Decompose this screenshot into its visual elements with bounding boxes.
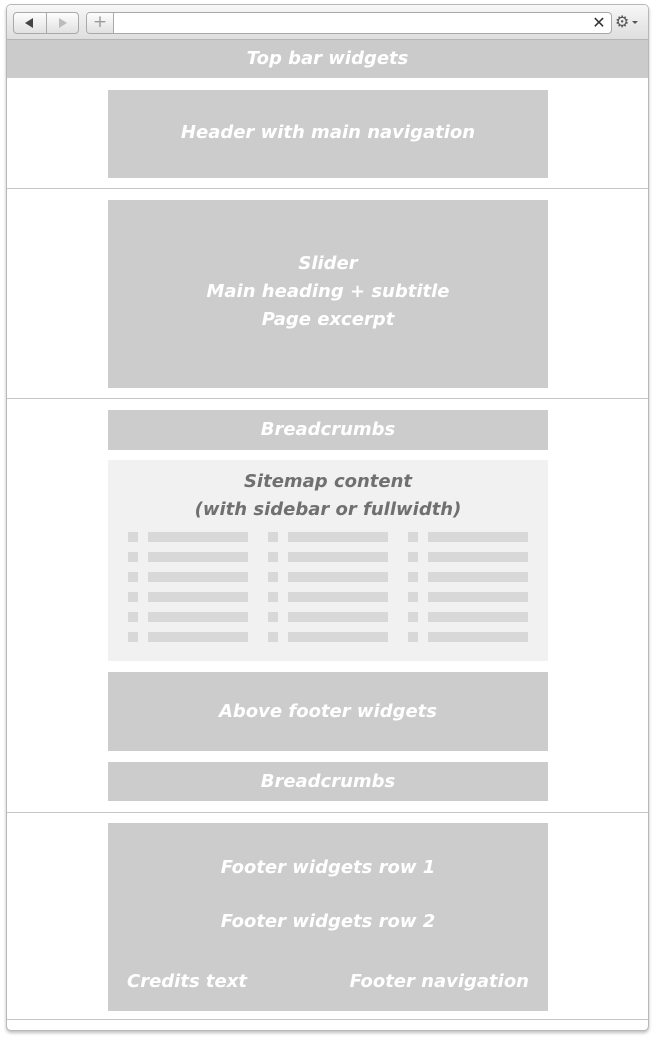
credits-text: Credits text <box>127 971 247 992</box>
sitemap-title-line: Sitemap content <box>243 471 413 492</box>
placeholder-line <box>428 592 528 602</box>
browser-window <box>6 4 649 1031</box>
main-heading-label: Main heading + subtitle <box>206 281 450 302</box>
bullet-icon <box>128 592 138 602</box>
breadcrumbs-bottom-label: Breadcrumbs <box>260 771 396 792</box>
list-item <box>408 532 528 552</box>
section-divider <box>7 398 648 399</box>
back-arrow-icon <box>25 18 33 28</box>
list-item <box>408 632 528 652</box>
bullet-icon <box>408 612 418 622</box>
placeholder-line <box>428 572 528 582</box>
placeholder-line <box>428 632 528 642</box>
header-block <box>108 90 548 178</box>
placeholder-line <box>148 612 248 622</box>
above-footer-label: Above footer widgets <box>218 701 437 722</box>
list-item <box>268 632 388 652</box>
placeholder-line <box>148 552 248 562</box>
gear-icon: ⚙ <box>615 12 630 31</box>
bullet-icon <box>408 572 418 582</box>
list-item <box>268 532 388 552</box>
placeholder-line <box>148 592 248 602</box>
bullet-icon <box>408 592 418 602</box>
placeholder-line <box>288 632 388 642</box>
bullet-icon <box>408 532 418 542</box>
top-bar-label: Top bar widgets <box>246 48 409 69</box>
bullet-icon <box>128 532 138 542</box>
bullet-icon <box>408 552 418 562</box>
list-item <box>408 552 528 572</box>
top-bar-widgets <box>7 40 648 78</box>
list-item <box>268 552 388 572</box>
list-item <box>268 572 388 592</box>
placeholder-line <box>148 572 248 582</box>
sitemap-column <box>268 532 388 652</box>
section-divider <box>7 1019 648 1020</box>
above-footer-widgets <box>108 672 548 751</box>
placeholder-line <box>428 552 528 562</box>
placeholder-line <box>148 632 248 642</box>
bullet-icon <box>128 572 138 582</box>
sitemap-column <box>128 532 248 652</box>
address-bar[interactable] <box>86 12 612 34</box>
slider-block <box>108 200 548 388</box>
list-item <box>128 552 248 572</box>
placeholder-line <box>288 612 388 622</box>
list-item <box>128 612 248 632</box>
forward-arrow-icon <box>59 18 67 28</box>
footer-row-2-label: Footer widgets row 2 <box>220 911 436 932</box>
bullet-icon <box>268 632 278 642</box>
section-divider <box>7 188 648 189</box>
bullet-icon <box>268 572 278 582</box>
list-item <box>128 592 248 612</box>
placeholder-line <box>288 592 388 602</box>
bullet-icon <box>408 632 418 642</box>
back-button[interactable] <box>14 13 47 33</box>
list-item <box>268 592 388 612</box>
sitemap-title <box>108 468 548 524</box>
placeholder-line <box>428 532 528 542</box>
list-item <box>128 532 248 552</box>
sitemap-content <box>108 460 548 661</box>
chevron-down-icon <box>632 21 638 24</box>
breadcrumbs-bottom-block <box>108 762 548 801</box>
list-item <box>128 572 248 592</box>
slider-label: Slider <box>298 253 358 274</box>
placeholder-line <box>288 572 388 582</box>
footer-navigation: Footer navigation <box>349 971 529 992</box>
list-item <box>128 632 248 652</box>
history-buttons <box>13 12 79 34</box>
bullet-icon <box>268 612 278 622</box>
sitemap-subtitle-line: (with sidebar or fullwidth) <box>194 499 462 520</box>
footer-row-1-label: Footer widgets row 1 <box>220 857 436 878</box>
settings-button[interactable] <box>615 10 641 34</box>
bullet-icon <box>268 532 278 542</box>
bullet-icon <box>268 592 278 602</box>
breadcrumbs-block <box>108 410 548 450</box>
new-tab-button[interactable]: + <box>87 13 114 33</box>
page-excerpt-label: Page excerpt <box>261 309 395 330</box>
sitemap-column <box>408 532 528 652</box>
list-item <box>408 572 528 592</box>
section-divider <box>7 812 648 813</box>
list-item <box>408 612 528 632</box>
footer-block <box>108 823 548 1011</box>
header-label: Header with main navigation <box>180 122 476 143</box>
list-item <box>408 592 528 612</box>
placeholder-line <box>288 532 388 542</box>
breadcrumbs-label: Breadcrumbs <box>260 419 396 440</box>
list-item <box>268 612 388 632</box>
placeholder-line <box>288 552 388 562</box>
bullet-icon <box>128 632 138 642</box>
bullet-icon <box>128 612 138 622</box>
bullet-icon <box>268 552 278 562</box>
bullet-icon <box>128 552 138 562</box>
browser-toolbar <box>7 5 648 40</box>
placeholder-line <box>148 532 248 542</box>
clear-icon[interactable]: ✕ <box>592 13 606 32</box>
forward-button[interactable] <box>46 13 78 33</box>
placeholder-line <box>428 612 528 622</box>
